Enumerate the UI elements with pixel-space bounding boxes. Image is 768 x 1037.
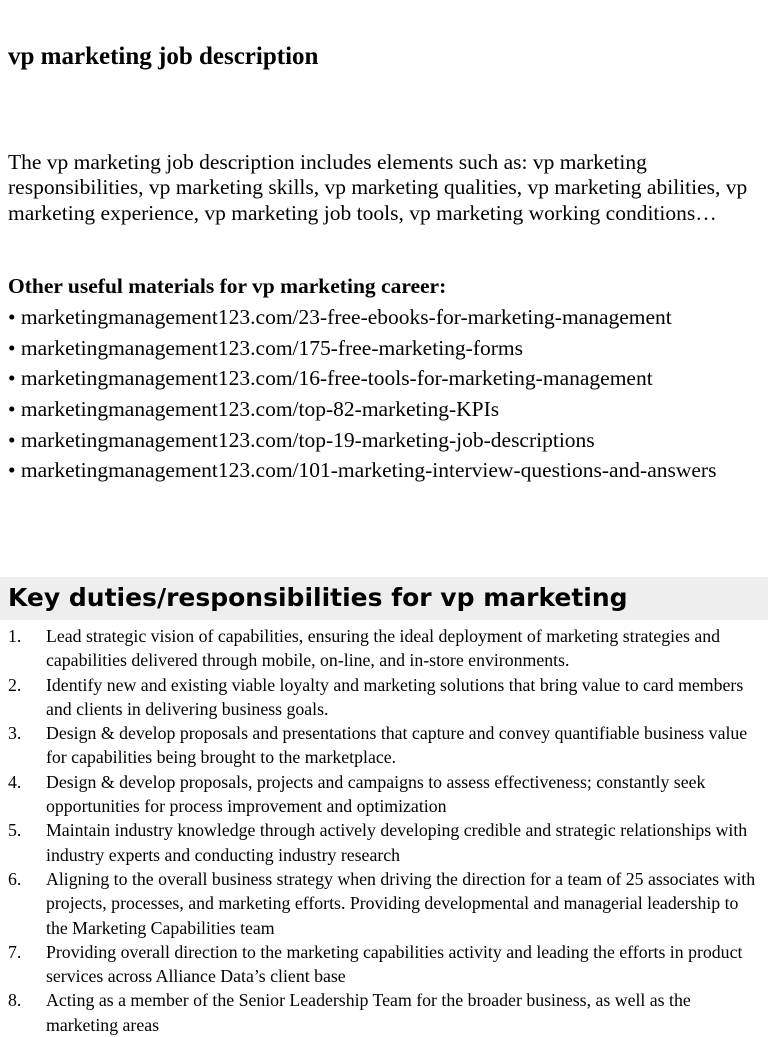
document-title: vp marketing job description [8, 43, 319, 70]
duty-item [0, 867, 768, 940]
duty-text: Maintain industry knowledge through actively developing credible and strategic relationships with industry experts and conducting industry research [46, 820, 748, 865]
material-link[interactable]: • marketingmanagement123.com/16-free-tools-for-marketing-management [8, 366, 653, 391]
duty-text: Lead strategic vision of capabilities, ensuring the ideal deployment of marketing strategies and capabilities delivered through mobile, on-line, and in-store environments. [46, 626, 720, 671]
duty-number: 4. [8, 771, 22, 792]
duty-item [0, 940, 768, 989]
duty-number: 6. [8, 868, 22, 889]
duty-text: Providing overall direction to the marketing capabilities activity and leading the efforts in product services across Alliance Data’s client base [46, 941, 743, 987]
duty-text: Design & develop proposals and presentations that capture and convey quantifiable business value for capabilities being brought to the marketplace. [46, 723, 748, 768]
material-link[interactable]: • marketingmanagement123.com/23-free-ebooks-for-marketing-management [8, 305, 672, 329]
duty-item [0, 770, 768, 819]
duty-number: 1. [8, 626, 22, 646]
duties-list [0, 624, 768, 1037]
duty-item [0, 624, 768, 673]
intro-paragraph: The vp marketing job description includes elements such as: vp marketing responsibilities, vp marketing skills, vp marketing qualities, vp marketing abilities, vp marketing experience, vp marketing job tools, vp marketing working conditions… [8, 150, 748, 225]
duty-number: 5. [8, 820, 22, 841]
duty-text: Design & develop proposals, projects and campaigns to assess effectiveness; constantly seek opportunities for process improvement and optimization [46, 771, 706, 817]
duty-text: Acting as a member of the Senior Leadership Team for the broader business, as well as the marketing areas [46, 990, 691, 1035]
duty-number: 2. [8, 674, 22, 695]
material-link[interactable]: • marketingmanagement123.com/101-marketing-interview-questions-and-answers [8, 458, 717, 483]
duty-text: Aligning to the overall business strategy when driving the direction for a team of 25 associates with projects, processes, and marketing efforts. Providing developmental and managerial leadership to the Marketing Capabilities team [46, 868, 756, 938]
duties-heading: Key duties/responsibilities for vp marketing [8, 583, 628, 612]
duty-item [0, 721, 768, 770]
material-link[interactable]: • marketingmanagement123.com/175-free-marketing-forms [8, 335, 523, 360]
duty-item [0, 673, 768, 722]
duty-number: 7. [8, 941, 22, 962]
duty-item [0, 988, 768, 1037]
duty-text: Identify new and existing viable loyalty and marketing solutions that bring value to card members and clients in delivering business goals. [46, 674, 744, 719]
duty-item [0, 818, 768, 867]
duty-number: 8. [8, 990, 22, 1011]
material-link[interactable]: • marketingmanagement123.com/top-19-marketing-job-descriptions [8, 427, 595, 452]
material-link[interactable]: • marketingmanagement123.com/top-82-marketing-KPIs [8, 397, 500, 422]
duty-number: 3. [8, 723, 22, 744]
materials-link-list [8, 305, 760, 489]
materials-heading: Other useful materials for vp marketing career: [8, 274, 447, 298]
